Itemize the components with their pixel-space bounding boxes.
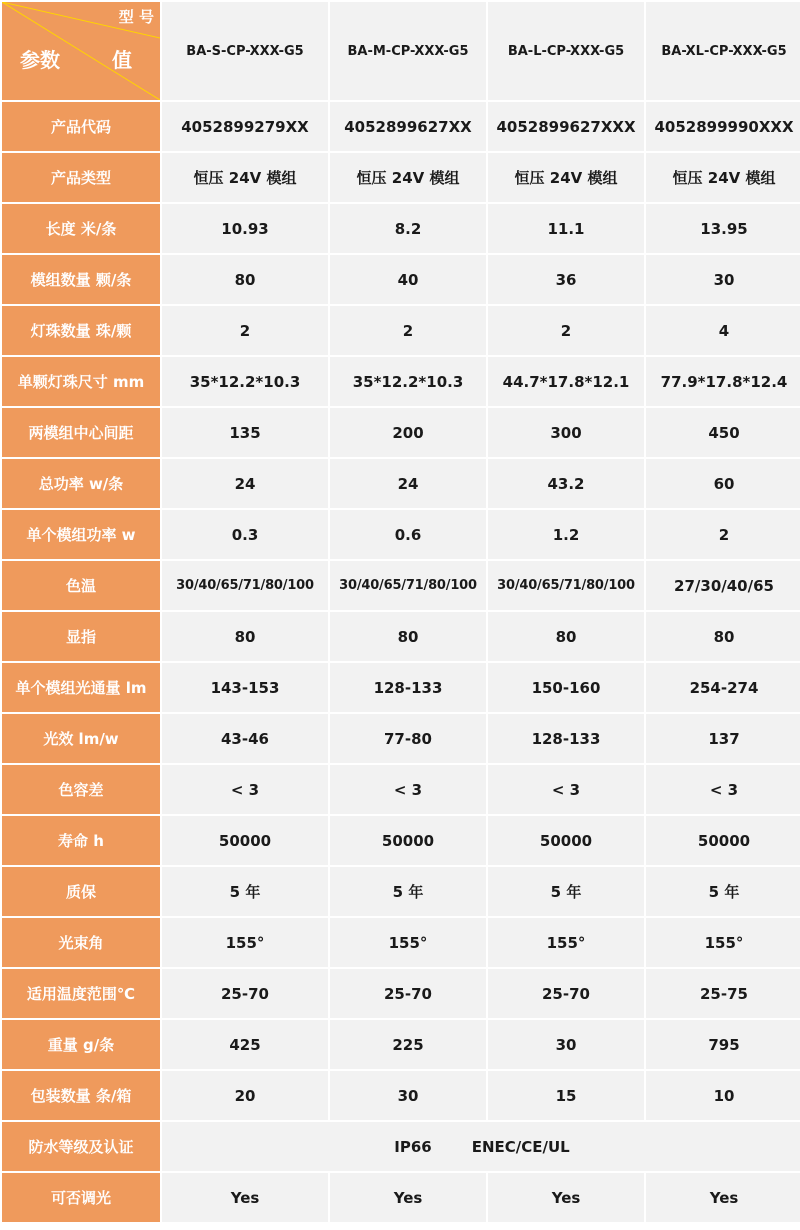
row-label: 模组数量 颗/条 — [2, 255, 160, 304]
row-value: 恒压 24V 模组 — [330, 153, 486, 202]
row-value: 50000 — [488, 816, 644, 865]
row-label: 产品类型 — [2, 153, 160, 202]
row-value: 30 — [646, 255, 800, 304]
row-value: 11.1 — [488, 204, 644, 253]
row-label: 单颗灯珠尺寸 mm — [2, 357, 160, 406]
row-value: 10.93 — [162, 204, 328, 253]
row-value: 44.7*17.8*12.1 — [488, 357, 644, 406]
row-value: 2 — [330, 306, 486, 355]
table-row — [2, 612, 800, 661]
table-row — [2, 561, 800, 610]
row-label: 光效 lm/w — [2, 714, 160, 763]
row-value: < 3 — [646, 765, 800, 814]
row-label: 包装数量 条/箱 — [2, 1071, 160, 1120]
row-value: 128-133 — [330, 663, 486, 712]
table-row — [2, 204, 800, 253]
row-value: 35*12.2*10.3 — [162, 357, 328, 406]
row-value: 30/40/65/71/80/100 — [330, 561, 486, 610]
row-value: 80 — [162, 612, 328, 661]
row-value: 1.2 — [488, 510, 644, 559]
row-value: 200 — [330, 408, 486, 457]
row-value: 8.2 — [330, 204, 486, 253]
row-value: 恒压 24V 模组 — [488, 153, 644, 202]
row-value: 30 — [330, 1071, 486, 1120]
row-label: 单个模组功率 w — [2, 510, 160, 559]
row-value: 50000 — [646, 816, 800, 865]
model-header: BA-XL-CP-XXX-G5 — [646, 2, 800, 100]
table-row — [2, 255, 800, 304]
row-value: 60 — [646, 459, 800, 508]
corner-cell — [2, 2, 160, 100]
row-value: 5 年 — [330, 867, 486, 916]
row-value: 5 年 — [646, 867, 800, 916]
row-value: 27/30/40/65 — [646, 561, 800, 610]
row-label: 长度 米/条 — [2, 204, 160, 253]
row-value: 0.3 — [162, 510, 328, 559]
row-value: 13.95 — [646, 204, 800, 253]
row-value: 0.6 — [330, 510, 486, 559]
row-value: 15 — [488, 1071, 644, 1120]
table-row — [2, 306, 800, 355]
corner-value-label: 值 — [112, 48, 132, 72]
row-value: Yes — [488, 1173, 644, 1222]
row-value: 4052899627XX — [330, 102, 486, 151]
row-value: 80 — [162, 255, 328, 304]
table-row — [2, 408, 800, 457]
row-value: < 3 — [162, 765, 328, 814]
row-value: 135 — [162, 408, 328, 457]
model-header: BA-M-CP-XXX-G5 — [330, 2, 486, 100]
row-value: 24 — [330, 459, 486, 508]
row-value: 77-80 — [330, 714, 486, 763]
row-value: 143-153 — [162, 663, 328, 712]
row-label: 灯珠数量 珠/颗 — [2, 306, 160, 355]
row-value: 30 — [488, 1020, 644, 1069]
row-value: 80 — [488, 612, 644, 661]
model-header: BA-S-CP-XXX-G5 — [162, 2, 328, 100]
row-value: 2 — [646, 510, 800, 559]
row-value: 5 年 — [162, 867, 328, 916]
row-label: 适用温度范围℃ — [2, 969, 160, 1018]
row-value: 5 年 — [488, 867, 644, 916]
row-value: 24 — [162, 459, 328, 508]
row-value: Yes — [162, 1173, 328, 1222]
row-value: 4 — [646, 306, 800, 355]
table-row — [2, 102, 800, 151]
row-label: 可否调光 — [2, 1173, 160, 1222]
row-value: 30/40/65/71/80/100 — [162, 561, 328, 610]
row-value: 80 — [330, 612, 486, 661]
table-row — [2, 918, 800, 967]
table-row — [2, 816, 800, 865]
row-value: 40 — [330, 255, 486, 304]
row-value: 128-133 — [488, 714, 644, 763]
header-row — [2, 2, 800, 100]
row-value: 35*12.2*10.3 — [330, 357, 486, 406]
row-value: 25-70 — [330, 969, 486, 1018]
row-value: 150-160 — [488, 663, 644, 712]
row-value: 155° — [330, 918, 486, 967]
row-label: 质保 — [2, 867, 160, 916]
row-label: 色容差 — [2, 765, 160, 814]
table-row — [2, 1020, 800, 1069]
row-value: 4052899279XX — [162, 102, 328, 151]
row-value: 43-46 — [162, 714, 328, 763]
row-label: 防水等级及认证 — [2, 1122, 160, 1171]
row-value: 450 — [646, 408, 800, 457]
row-value: 254-274 — [646, 663, 800, 712]
row-value: 恒压 24V 模组 — [646, 153, 800, 202]
row-label: 重量 g/条 — [2, 1020, 160, 1069]
table-row — [2, 153, 800, 202]
row-value: 4052899990XXX — [646, 102, 800, 151]
row-value: 25-70 — [162, 969, 328, 1018]
model-header: BA-L-CP-XXX-G5 — [488, 2, 644, 100]
row-value: 30/40/65/71/80/100 — [488, 561, 644, 610]
row-value: 77.9*17.8*12.4 — [646, 357, 800, 406]
table-row — [2, 357, 800, 406]
row-value: Yes — [646, 1173, 800, 1222]
table-row — [2, 459, 800, 508]
row-label: 产品代码 — [2, 102, 160, 151]
row-value: 155° — [488, 918, 644, 967]
row-value: 恒压 24V 模组 — [162, 153, 328, 202]
table-row — [2, 510, 800, 559]
waterproof-value — [162, 1122, 800, 1171]
row-value: 137 — [646, 714, 800, 763]
dimmable-row — [2, 1173, 800, 1222]
row-value: 155° — [162, 918, 328, 967]
row-value: 80 — [646, 612, 800, 661]
row-value: 25-70 — [488, 969, 644, 1018]
waterproof-rating: IP66 — [394, 1137, 432, 1156]
row-value: Yes — [330, 1173, 486, 1222]
row-value: 425 — [162, 1020, 328, 1069]
row-value: 36 — [488, 255, 644, 304]
row-value: 2 — [162, 306, 328, 355]
corner-model-label: 型 号 — [118, 8, 154, 26]
row-value: 4052899627XXX — [488, 102, 644, 151]
row-value: 155° — [646, 918, 800, 967]
corner-param-label: 参数 — [20, 48, 60, 72]
table-row — [2, 867, 800, 916]
row-value: 300 — [488, 408, 644, 457]
row-label: 单个模组光通量 lm — [2, 663, 160, 712]
row-label: 寿命 h — [2, 816, 160, 865]
row-value: 795 — [646, 1020, 800, 1069]
row-value: < 3 — [330, 765, 486, 814]
waterproof-row — [2, 1122, 800, 1171]
row-label: 色温 — [2, 561, 160, 610]
certification: ENEC/CE/UL — [471, 1137, 570, 1156]
row-value: 2 — [488, 306, 644, 355]
row-label: 总功率 w/条 — [2, 459, 160, 508]
row-value: < 3 — [488, 765, 644, 814]
row-value: 50000 — [330, 816, 486, 865]
row-value: 43.2 — [488, 459, 644, 508]
row-value: 20 — [162, 1071, 328, 1120]
table-row — [2, 714, 800, 763]
row-label: 两模组中心间距 — [2, 408, 160, 457]
row-value: 10 — [646, 1071, 800, 1120]
table-row — [2, 663, 800, 712]
table-row — [2, 765, 800, 814]
row-value: 25-75 — [646, 969, 800, 1018]
row-value: 50000 — [162, 816, 328, 865]
row-label: 显指 — [2, 612, 160, 661]
row-label: 光束角 — [2, 918, 160, 967]
row-value: 225 — [330, 1020, 486, 1069]
table-row — [2, 969, 800, 1018]
table-row — [2, 1071, 800, 1120]
